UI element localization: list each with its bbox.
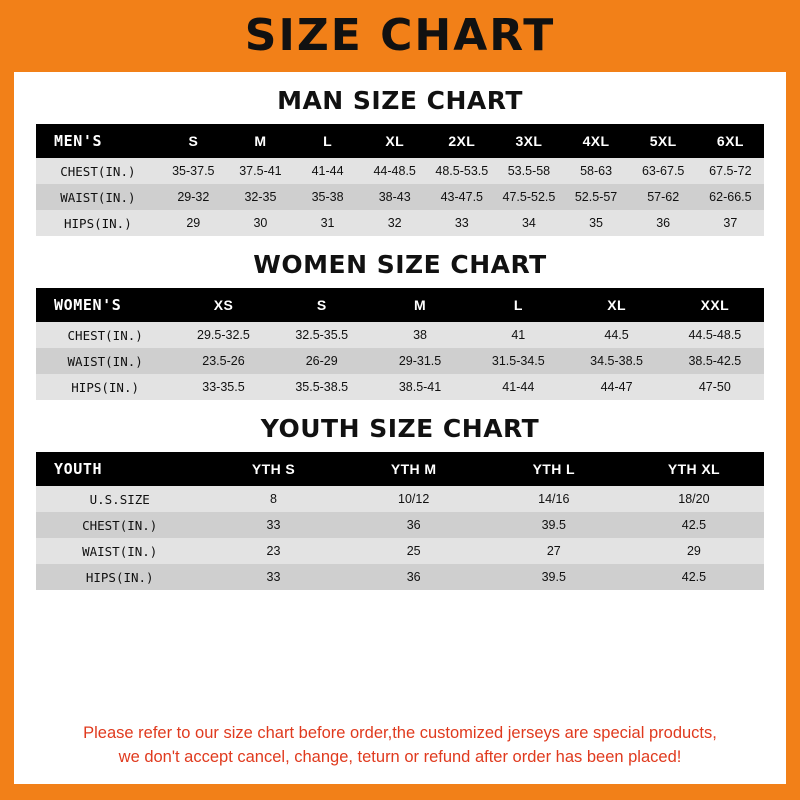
women-waist-xl: 34.5-38.5 bbox=[567, 348, 665, 374]
men-chest-3xl: 53.5-58 bbox=[495, 158, 562, 184]
women-size-table bbox=[36, 288, 764, 400]
women-chest-s: 32.5-35.5 bbox=[273, 322, 371, 348]
youth-col-xl: YTH XL bbox=[624, 452, 764, 486]
women-hips-m: 38.5-41 bbox=[371, 374, 469, 400]
men-waist-s: 29-32 bbox=[160, 184, 227, 210]
youth-chest-m: 36 bbox=[344, 512, 484, 538]
youth-hips-s: 33 bbox=[203, 564, 343, 590]
table-row bbox=[36, 486, 764, 512]
table-row bbox=[36, 374, 764, 400]
women-hips-xxl: 47-50 bbox=[666, 374, 764, 400]
men-col-xl: XL bbox=[361, 124, 428, 158]
table-row bbox=[36, 538, 764, 564]
youth-ussize-xl: 18/20 bbox=[624, 486, 764, 512]
youth-row-label-header: YOUTH bbox=[36, 452, 203, 486]
men-waist-m: 32-35 bbox=[227, 184, 294, 210]
table-header-row bbox=[36, 288, 764, 322]
men-waist-5xl: 57-62 bbox=[630, 184, 697, 210]
youth-chest-s: 33 bbox=[203, 512, 343, 538]
women-chest-xl: 44.5 bbox=[567, 322, 665, 348]
youth-hips-l: 39.5 bbox=[484, 564, 624, 590]
order-policy-note bbox=[36, 712, 764, 784]
women-row-chest-label: CHEST(IN.) bbox=[36, 322, 174, 348]
chart-content bbox=[14, 72, 786, 784]
women-waist-xs: 23.5-26 bbox=[174, 348, 272, 374]
men-row-chest-label: CHEST(IN.) bbox=[36, 158, 160, 184]
men-hips-m: 30 bbox=[227, 210, 294, 236]
men-waist-l: 35-38 bbox=[294, 184, 361, 210]
note-line-1: Please refer to our size chart before order,the customized jerseys are special products, bbox=[83, 724, 717, 743]
table-row bbox=[36, 158, 764, 184]
youth-size-table bbox=[36, 452, 764, 590]
men-col-4xl: 4XL bbox=[563, 124, 630, 158]
youth-chest-l: 39.5 bbox=[484, 512, 624, 538]
men-chest-m: 37.5-41 bbox=[227, 158, 294, 184]
women-chest-m: 38 bbox=[371, 322, 469, 348]
men-hips-3xl: 34 bbox=[495, 210, 562, 236]
men-waist-4xl: 52.5-57 bbox=[563, 184, 630, 210]
men-chest-6xl: 67.5-72 bbox=[697, 158, 764, 184]
women-col-s: S bbox=[273, 288, 371, 322]
women-waist-s: 26-29 bbox=[273, 348, 371, 374]
men-col-s: S bbox=[160, 124, 227, 158]
men-chest-s: 35-37.5 bbox=[160, 158, 227, 184]
youth-row-chest-label: CHEST(IN.) bbox=[36, 512, 203, 538]
men-row-hips-label: HIPS(IN.) bbox=[36, 210, 160, 236]
men-chest-xl: 44-48.5 bbox=[361, 158, 428, 184]
men-hips-l: 31 bbox=[294, 210, 361, 236]
youth-chest-xl: 42.5 bbox=[624, 512, 764, 538]
men-size-table bbox=[36, 124, 764, 236]
table-row bbox=[36, 184, 764, 210]
youth-waist-l: 27 bbox=[484, 538, 624, 564]
men-hips-6xl: 37 bbox=[697, 210, 764, 236]
men-section-title: MAN SIZE CHART bbox=[277, 86, 523, 115]
youth-row-hips-label: HIPS(IN.) bbox=[36, 564, 203, 590]
men-waist-2xl: 43-47.5 bbox=[428, 184, 495, 210]
youth-section-title: YOUTH SIZE CHART bbox=[260, 414, 540, 443]
table-header-row bbox=[36, 124, 764, 158]
footer-banner bbox=[14, 784, 786, 800]
youth-waist-m: 25 bbox=[344, 538, 484, 564]
table-row bbox=[36, 322, 764, 348]
men-hips-2xl: 33 bbox=[428, 210, 495, 236]
women-hips-l: 41-44 bbox=[469, 374, 567, 400]
header-banner bbox=[14, 0, 786, 72]
women-chest-xxl: 44.5-48.5 bbox=[666, 322, 764, 348]
youth-waist-xl: 29 bbox=[624, 538, 764, 564]
women-hips-s: 35.5-38.5 bbox=[273, 374, 371, 400]
women-hips-xs: 33-35.5 bbox=[174, 374, 272, 400]
youth-ussize-l: 14/16 bbox=[484, 486, 624, 512]
table-row bbox=[36, 348, 764, 374]
table-header-row bbox=[36, 452, 764, 486]
page-title: SIZE CHART bbox=[244, 10, 556, 61]
men-col-3xl: 3XL bbox=[495, 124, 562, 158]
women-col-xxl: XXL bbox=[666, 288, 764, 322]
women-col-m: M bbox=[371, 288, 469, 322]
men-row-waist-label: WAIST(IN.) bbox=[36, 184, 160, 210]
women-waist-l: 31.5-34.5 bbox=[469, 348, 567, 374]
men-hips-5xl: 36 bbox=[630, 210, 697, 236]
youth-col-s: YTH S bbox=[203, 452, 343, 486]
women-row-waist-label: WAIST(IN.) bbox=[36, 348, 174, 374]
women-row-label-header: WOMEN'S bbox=[36, 288, 174, 322]
women-chest-l: 41 bbox=[469, 322, 567, 348]
men-col-5xl: 5XL bbox=[630, 124, 697, 158]
women-col-l: L bbox=[469, 288, 567, 322]
youth-hips-m: 36 bbox=[344, 564, 484, 590]
men-waist-6xl: 62-66.5 bbox=[697, 184, 764, 210]
men-chest-4xl: 58-63 bbox=[563, 158, 630, 184]
men-col-6xl: 6XL bbox=[697, 124, 764, 158]
note-line-2: we don't accept cancel, change, teturn or refund after order has been placed! bbox=[118, 748, 682, 767]
men-col-2xl: 2XL bbox=[428, 124, 495, 158]
women-waist-xxl: 38.5-42.5 bbox=[666, 348, 764, 374]
men-waist-xl: 38-43 bbox=[361, 184, 428, 210]
women-col-xl: XL bbox=[567, 288, 665, 322]
men-hips-s: 29 bbox=[160, 210, 227, 236]
women-hips-xl: 44-47 bbox=[567, 374, 665, 400]
men-hips-4xl: 35 bbox=[563, 210, 630, 236]
women-section-title: WOMEN SIZE CHART bbox=[253, 250, 547, 279]
youth-ussize-s: 8 bbox=[203, 486, 343, 512]
table-row bbox=[36, 564, 764, 590]
youth-col-m: YTH M bbox=[344, 452, 484, 486]
women-chest-xs: 29.5-32.5 bbox=[174, 322, 272, 348]
men-hips-xl: 32 bbox=[361, 210, 428, 236]
table-row bbox=[36, 210, 764, 236]
men-chest-5xl: 63-67.5 bbox=[630, 158, 697, 184]
men-waist-3xl: 47.5-52.5 bbox=[495, 184, 562, 210]
men-chest-l: 41-44 bbox=[294, 158, 361, 184]
youth-ussize-m: 10/12 bbox=[344, 486, 484, 512]
women-row-hips-label: HIPS(IN.) bbox=[36, 374, 174, 400]
youth-hips-xl: 42.5 bbox=[624, 564, 764, 590]
youth-row-waist-label: WAIST(IN.) bbox=[36, 538, 203, 564]
men-col-m: M bbox=[227, 124, 294, 158]
youth-row-ussize-label: U.S.SIZE bbox=[36, 486, 203, 512]
youth-col-l: YTH L bbox=[484, 452, 624, 486]
men-row-label-header: MEN'S bbox=[36, 124, 160, 158]
youth-waist-s: 23 bbox=[203, 538, 343, 564]
men-chest-2xl: 48.5-53.5 bbox=[428, 158, 495, 184]
women-waist-m: 29-31.5 bbox=[371, 348, 469, 374]
table-row bbox=[36, 512, 764, 538]
women-col-xs: XS bbox=[174, 288, 272, 322]
men-col-l: L bbox=[294, 124, 361, 158]
